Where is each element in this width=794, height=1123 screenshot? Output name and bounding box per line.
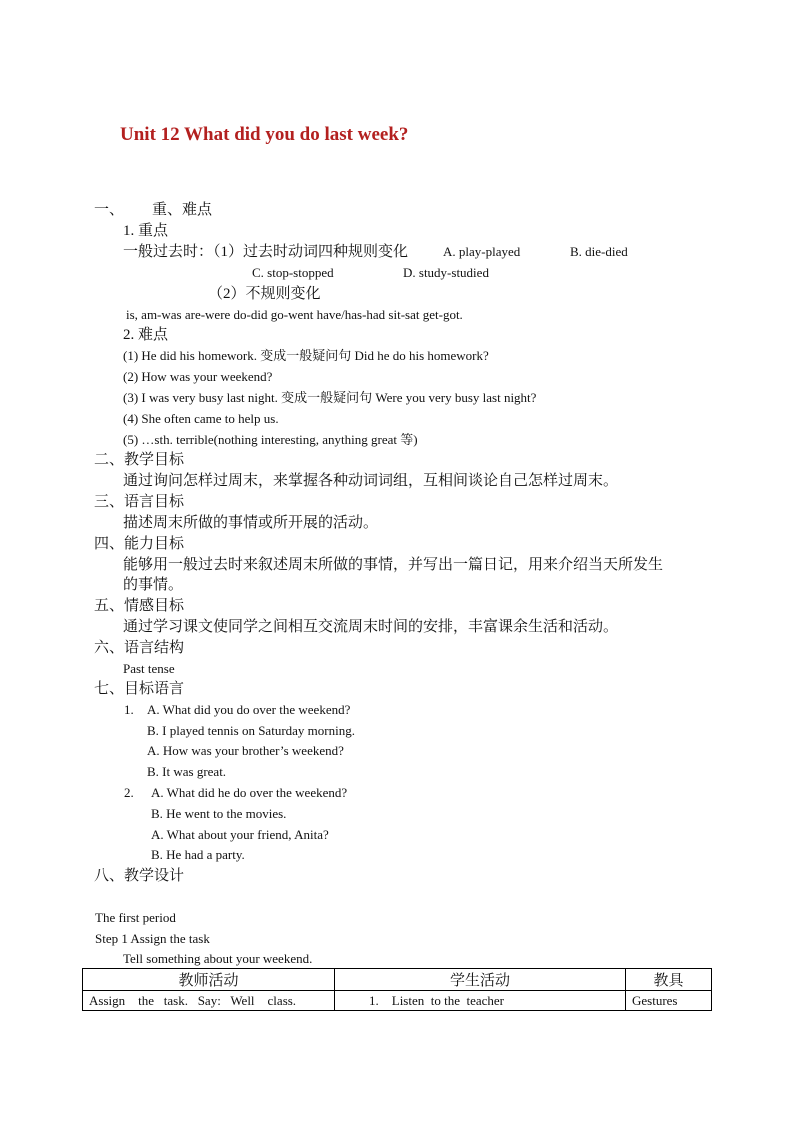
- page-title: Unit 12 What did you do last week?: [120, 124, 409, 145]
- regular-rule-intro: 一般过去时：（1）过去时动词四种规则变化: [123, 244, 409, 260]
- dialogue-1-line: B. I played tennis on Saturday morning.: [147, 723, 355, 738]
- difficulty-3: (3) I was very busy last night. 变成一般疑问句 Were you very busy last night?: [123, 390, 537, 405]
- dialogue-2-line: B. He went to the movies.: [151, 806, 287, 821]
- section-4-heading: 四、能力目标: [94, 536, 185, 552]
- section-8-heading: 八、教学设计: [94, 868, 185, 884]
- section-6-heading: 六、语言结构: [94, 640, 185, 656]
- example-c: C. stop-stopped: [252, 265, 334, 280]
- dialogue-1-line: B. It was great.: [147, 764, 227, 779]
- dialogue-2-line: A. What about your friend, Anita?: [151, 827, 329, 842]
- dialogue-1-line: A. How was your brother’s weekend?: [147, 743, 344, 758]
- table-row: [83, 991, 712, 1011]
- section-4-text-line1: 能够用一般过去时来叙述周末所做的事情，并写出一篇日记，用来介绍当天所发生: [123, 557, 664, 573]
- header-teaching-aids: 教具: [626, 969, 712, 991]
- section-6-text: Past tense: [123, 661, 175, 676]
- irregular-heading: （2）不规则变化: [208, 286, 321, 302]
- section-7-heading: 七、目标语言: [94, 681, 185, 697]
- example-a: A. play-played: [443, 244, 521, 259]
- section-5-heading: 五、情感目标: [94, 598, 185, 614]
- dialogue-2-line: B. He had a party.: [151, 847, 245, 862]
- step-1-label: Step 1 Assign the task: [95, 931, 210, 946]
- period-label: The first period: [95, 910, 176, 925]
- subsection-key-points: 1. 重点: [123, 223, 169, 239]
- difficulty-5: (5) …sth. terrible(nothing interesting, anything great 等): [123, 432, 418, 447]
- difficulty-2: (2) How was your weekend?: [123, 369, 273, 384]
- difficulty-4: (4) She often came to help us.: [123, 411, 279, 426]
- dialogue-2-line: A. What did he do over the weekend?: [151, 785, 348, 800]
- section-1-heading: 重、难点: [152, 202, 213, 218]
- section-2-text: 通过询问怎样过周末，来掌握各种动词词组，互相间谈论自己怎样过周末。: [123, 473, 619, 489]
- cell-teacher-activity: Assign the task. Say: Well class.: [83, 991, 335, 1011]
- example-b: B. die-died: [570, 244, 628, 259]
- dialogue-2-number: 2.: [124, 785, 134, 800]
- header-teacher-activity: 教师活动: [83, 969, 335, 991]
- irregular-list: is, am-was are-were do-did go-went have/has-had sit-sat get-got.: [126, 307, 463, 322]
- header-student-activity: 学生活动: [335, 969, 626, 991]
- section-3-text: 描述周末所做的事情或所开展的活动。: [123, 515, 379, 531]
- difficulty-1: (1) He did his homework. 变成一般疑问句 Did he do his homework?: [123, 348, 489, 363]
- section-4-text-line2: 的事情。: [123, 577, 184, 593]
- section-5-text: 通过学习课文使同学之间相互交流周末时间的安排，丰富课余生活和活动。: [123, 619, 619, 635]
- dialogue-1-number: 1.: [124, 702, 134, 717]
- subsection-difficulties: 2. 难点: [123, 327, 169, 343]
- section-3-heading: 三、语言目标: [94, 494, 185, 510]
- section-1-number: 一、: [94, 202, 125, 218]
- dialogue-1-line: A. What did you do over the weekend?: [147, 702, 351, 717]
- step-1-task: Tell something about your weekend.: [123, 951, 313, 966]
- table-header-row: [83, 969, 712, 991]
- cell-student-activity: 1. Listen to the teacher: [335, 991, 626, 1011]
- teaching-plan-table: [82, 968, 712, 1011]
- example-d: D. study-studied: [403, 265, 489, 280]
- section-2-heading: 二、教学目标: [94, 452, 185, 468]
- cell-teaching-aids: Gestures: [626, 991, 712, 1011]
